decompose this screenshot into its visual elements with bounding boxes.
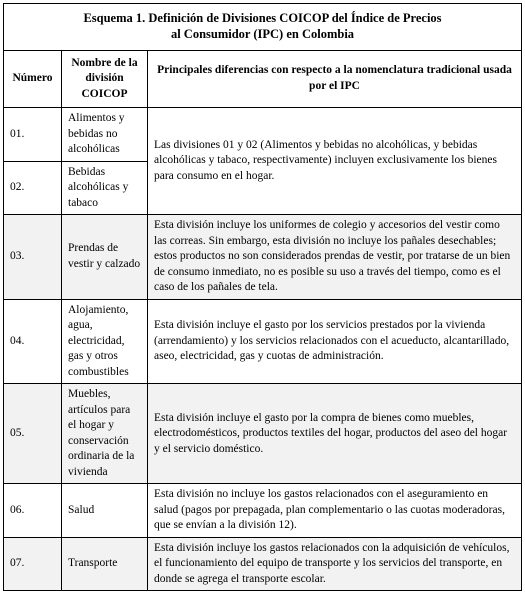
row-number: 01.: [4, 108, 62, 162]
table-title-line1: Esquema 1. Definición de Divisiones COICOP del Índice de Precios: [83, 11, 442, 26]
table-row: [4, 384, 522, 484]
division-description: Esta división no incluye los gastos relacionados con el aseguramiento en salud (pagos por prepagada, plan complementario o las cuotas moderadoras, que se envían a la división 12).: [148, 484, 522, 538]
table-row: [4, 537, 522, 591]
header-diferencias: Principales diferencias con respecto a la nomenclatura tradicional usada por el IPC: [148, 51, 522, 108]
table-row: [4, 484, 522, 538]
table-row: [4, 215, 522, 300]
row-number: 05.: [4, 384, 62, 484]
division-name: Prendas de vestir y calzado: [62, 215, 148, 300]
division-description: Esta división incluye el gasto por los servicios prestados por la vivienda (arrendamiento) y los servicios relacionados con el acueducto, alcantarillado, aseo, electricidad, gas y cuotas de administración.: [148, 299, 522, 384]
table-title: [4, 4, 522, 51]
division-name: Salud: [62, 484, 148, 538]
row-number: 03.: [4, 215, 62, 300]
merged-description: Las divisiones 01 y 02 (Alimentos y bebidas no alcohólicas, y bebidas alcohólicas y tabaco, respectivamente) incluyen exclusivamente los bienes para consumo en el hogar.: [148, 108, 522, 215]
division-name: Alimentos y bebidas no alcohólicas: [62, 108, 148, 162]
division-name: Transporte: [62, 537, 148, 591]
coicop-table: [3, 3, 522, 591]
title-row: [4, 4, 522, 51]
header-row: [4, 51, 522, 108]
division-name: Alojamiento, agua, electricidad, gas y otros combustibles: [62, 299, 148, 384]
division-name: Bebidas alcohólicas y tabaco: [62, 161, 148, 215]
table-title-line2: al Consumidor (IPC) en Colombia: [170, 27, 355, 41]
division-description: Esta división incluye el gasto por la compra de bienes como muebles, electrodomésticos, productos textiles del hogar, productos del aseo del hogar y el servicio doméstico.: [148, 384, 522, 484]
row-number: 04.: [4, 299, 62, 384]
header-nombre: Nombre de la división COICOP: [62, 51, 148, 108]
table-row: [4, 299, 522, 384]
header-numero: Número: [4, 51, 62, 108]
division-description: Esta división incluye los gastos relacionados con la adquisición de vehículos, el funcionamiento del equipo de transporte y los servicios del transporte, en donde se agrega el transporte escolar.: [148, 537, 522, 591]
division-name: Muebles, artículos para el hogar y conservación ordinaria de la vivienda: [62, 384, 148, 484]
row-number: 06.: [4, 484, 62, 538]
row-number: 02.: [4, 161, 62, 215]
row-number: 07.: [4, 537, 62, 591]
division-description: Esta división incluye los uniformes de colegio y accesorios del vestir como las correas. Sin embargo, esta división no incluye los pañales desechables; estos productos no son considerados prendas de vestir, por tratarse de un bien de consumo inmediato, no es posible su uso a través del tiempo, como es el caso de los pañales de tela.: [148, 215, 522, 300]
table-row: [4, 108, 522, 162]
